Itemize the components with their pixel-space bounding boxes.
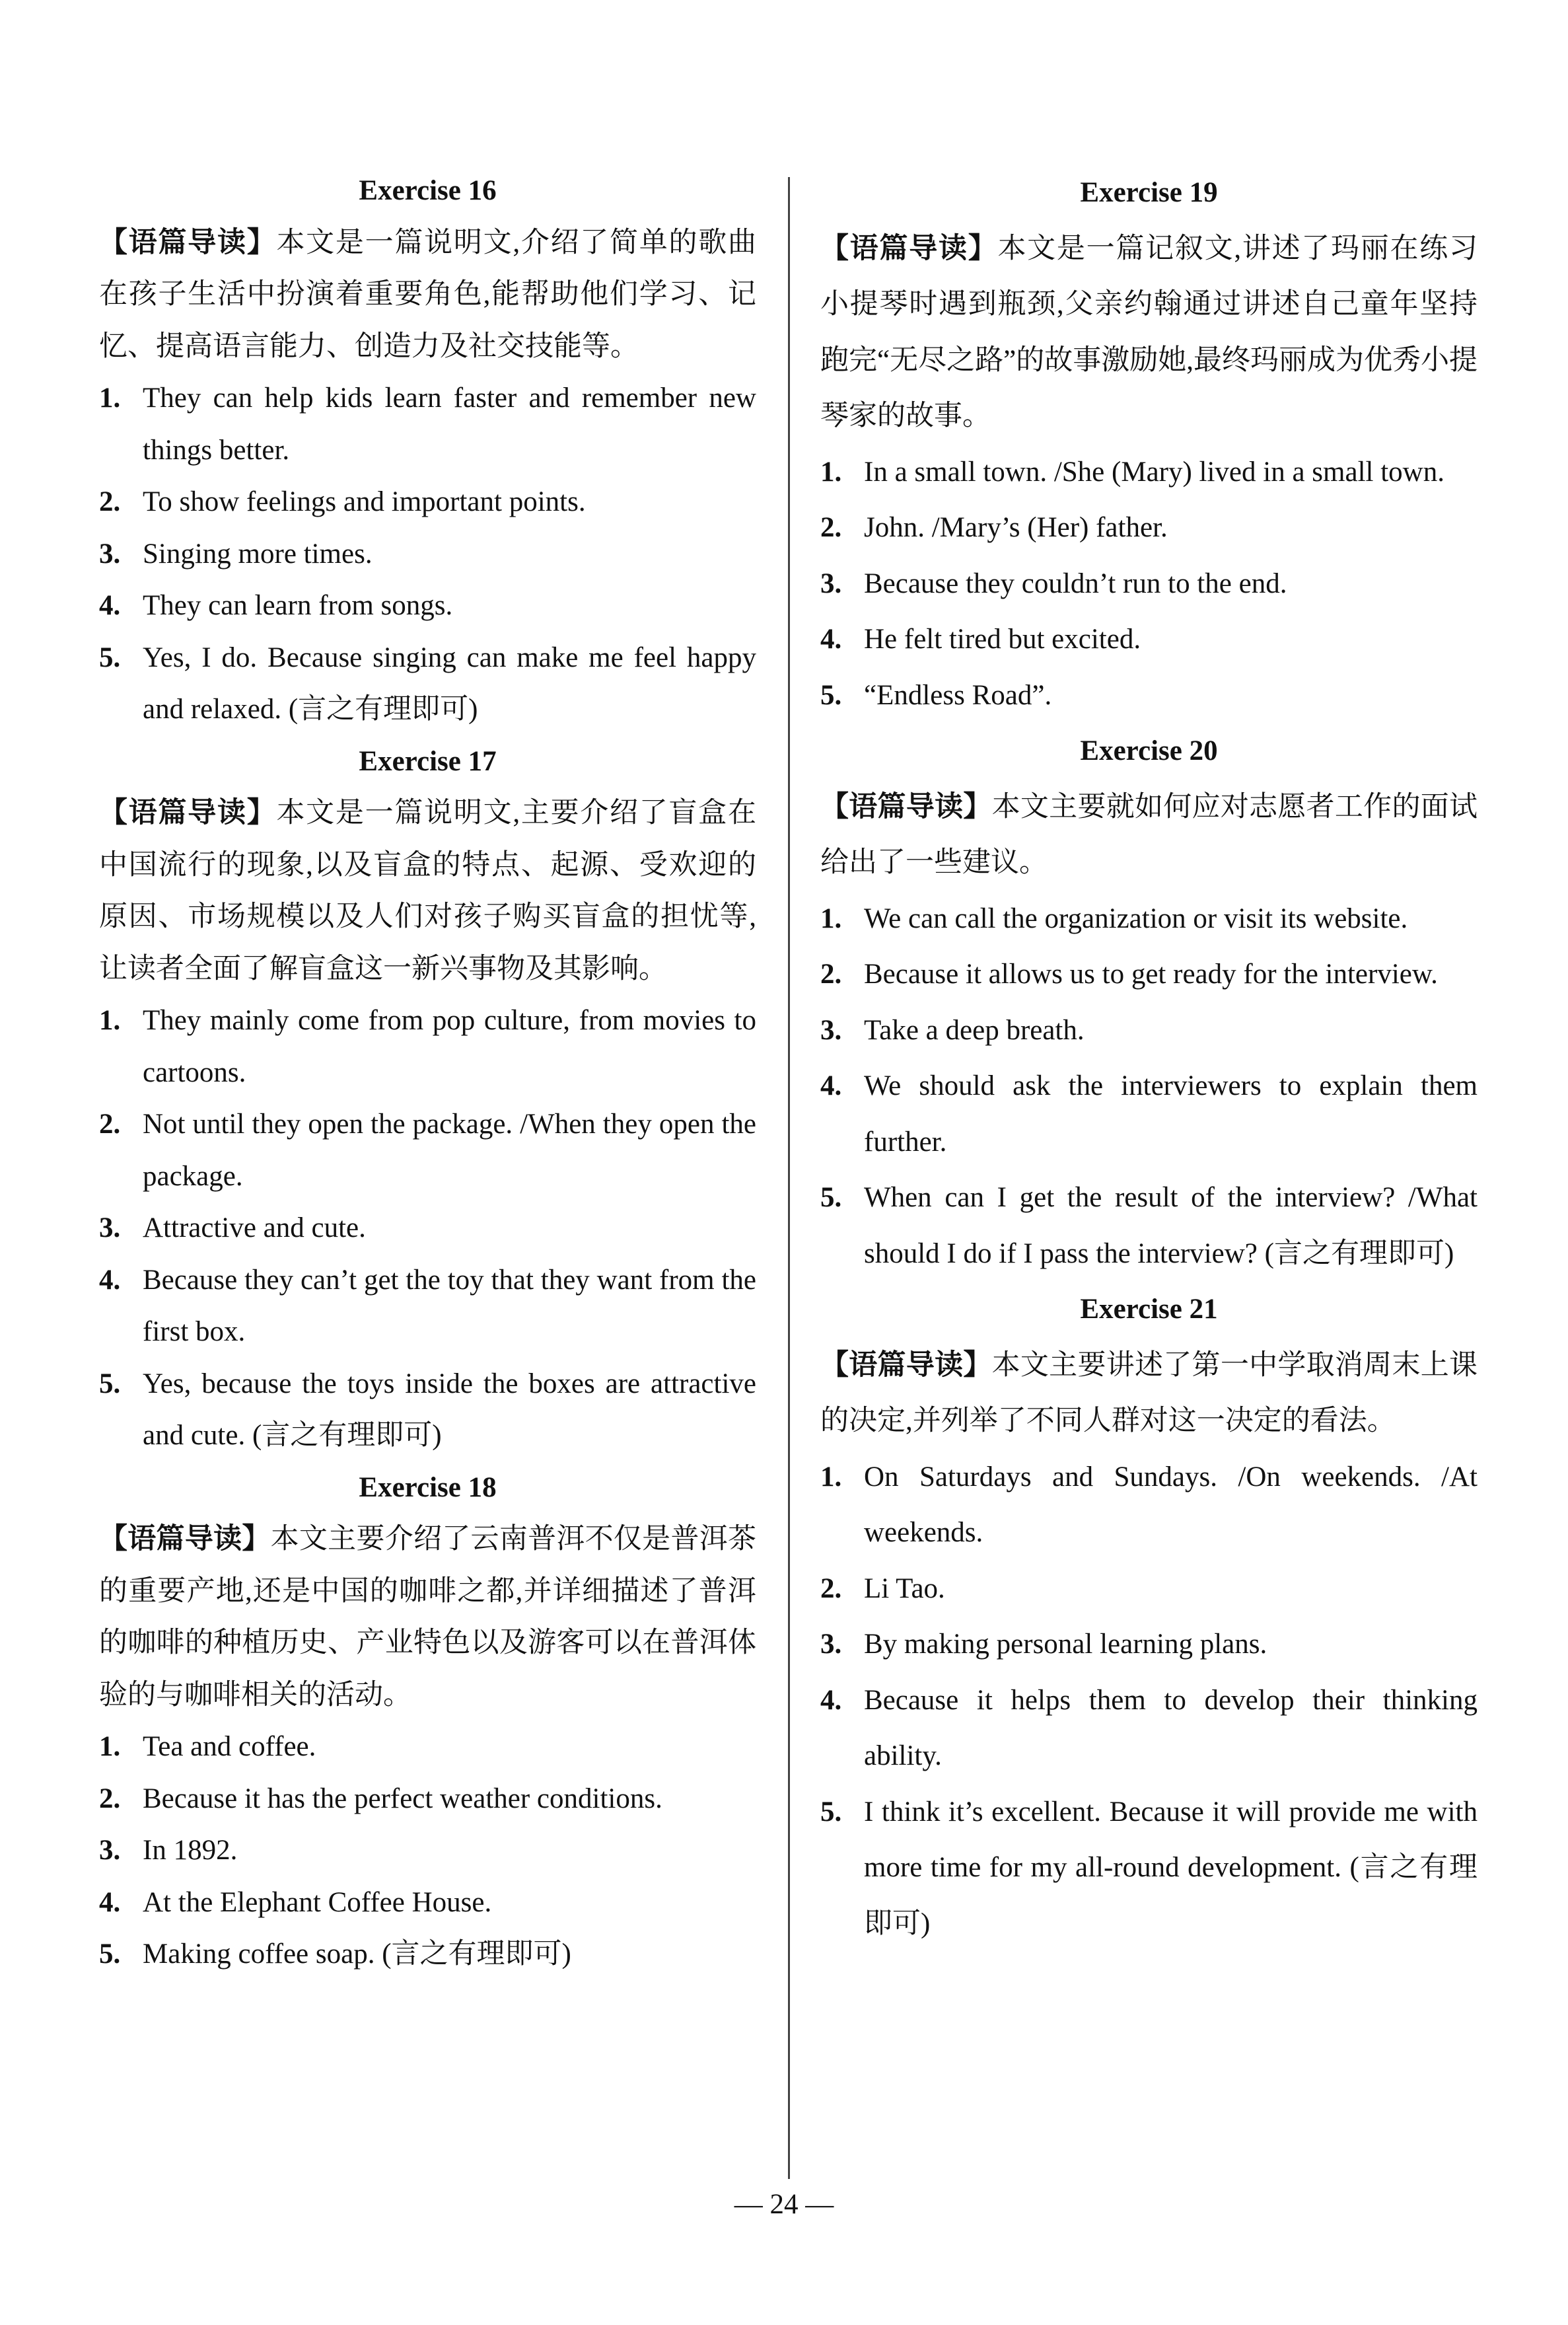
answer-text: Attractive and cute.	[143, 1212, 366, 1243]
answer-item	[820, 1003, 1478, 1059]
answer-number: 4.	[820, 624, 842, 655]
answer-text: Because it allows us to get ready for the interview.	[864, 959, 1438, 990]
answer-text: Because they can’t get the toy that they want from the first box.	[143, 1264, 756, 1347]
answer-text: Because they couldn’t run to the end.	[864, 568, 1287, 599]
answer-text: Yes, I do. Because singing can make me feel happy and relaxed. (言之有理即可)	[143, 642, 756, 725]
passage-guide-tag: 【语篇导读】	[99, 1524, 271, 1555]
exercise-title: Exercise 16	[359, 175, 497, 206]
answer-item	[99, 1773, 756, 1826]
answer-text: Take a deep breath.	[864, 1014, 1085, 1046]
passage-guide	[99, 788, 756, 995]
answer-list	[99, 995, 756, 1462]
exercise-title: Exercise 20	[1080, 735, 1218, 766]
answer-text: In 1892.	[143, 1835, 238, 1866]
passage-guide-tag: 【语篇导读】	[99, 227, 277, 258]
answer-list	[820, 1450, 1478, 1952]
answer-number: 1.	[820, 456, 842, 488]
answer-text: John. /Mary’s (Her) father.	[864, 512, 1168, 543]
answer-number: 3.	[99, 1835, 121, 1866]
exercise-section	[820, 165, 1478, 723]
answer-number: 5.	[99, 1938, 121, 1970]
exercise-title: Exercise 21	[1080, 1294, 1218, 1325]
passage-guide-tag: 【语篇导读】	[820, 233, 998, 264]
passage-guide	[99, 1514, 756, 1721]
exercise-section	[99, 1462, 756, 1981]
answer-text: Tea and coffee.	[143, 1731, 316, 1762]
answer-number: 5.	[820, 1796, 842, 1827]
answer-list	[99, 1721, 756, 1981]
answer-number: 2.	[99, 1783, 121, 1814]
answer-number: 4.	[99, 590, 121, 621]
answer-item	[820, 668, 1478, 724]
answer-text: By making personal learning plans.	[864, 1629, 1267, 1660]
answer-text: Not until they open the package. /When they open the package.	[143, 1109, 756, 1192]
left-column	[99, 165, 756, 1981]
answer-text: In a small town. /She (Mary) lived in a small town.	[864, 456, 1444, 488]
answer-item	[820, 1058, 1478, 1170]
answer-text: At the Elephant Coffee House.	[143, 1886, 492, 1918]
answer-item	[99, 476, 756, 529]
answer-item	[820, 1617, 1478, 1673]
answer-number: 2.	[99, 486, 121, 517]
answer-number: 5.	[99, 642, 121, 673]
answer-item	[820, 500, 1478, 556]
answer-item	[820, 891, 1478, 947]
answer-number: 3.	[820, 568, 842, 599]
passage-guide-text: 本文主要介绍了云南普洱不仅是普洱茶的重要产地,还是中国的咖啡之都,并详细描述了普洱的咖啡的种植历史、产业特色以及游客可以在普洱体验的与咖啡相关的活动。	[99, 1524, 757, 1711]
answer-item	[820, 612, 1478, 668]
answer-text: “Endless Road”.	[864, 679, 1052, 711]
right-column	[820, 165, 1478, 1952]
passage-guide	[99, 217, 756, 373]
exercise-title: Exercise 19	[1080, 177, 1218, 208]
answer-number: 1.	[99, 1005, 121, 1036]
exercise-title: Exercise 17	[359, 745, 497, 777]
answer-item	[99, 1825, 756, 1877]
answer-number: 2.	[820, 512, 842, 543]
answer-text: We can call the organization or visit its website.	[864, 903, 1408, 934]
answer-number: 4.	[99, 1886, 121, 1918]
passage-guide-text: 本文主要就如何应对志愿者工作的面试给出了一些建议。	[820, 791, 1478, 878]
answer-number: 3.	[820, 1014, 842, 1046]
passage-guide-tag: 【语篇导读】	[820, 791, 992, 823]
answer-number: 2.	[99, 1109, 121, 1140]
answer-number: 4.	[99, 1264, 121, 1296]
answer-list	[99, 373, 756, 736]
answer-number: 1.	[99, 1731, 121, 1762]
answer-number: 4.	[820, 1684, 842, 1716]
answer-number: 5.	[99, 1368, 121, 1399]
answer-number: 3.	[99, 538, 121, 570]
answer-list	[820, 891, 1478, 1282]
answer-item	[99, 580, 756, 632]
answer-item	[99, 1255, 756, 1358]
answer-text: I think it’s excellent. Because it will provide me with more time for my all-round development. (言之有理即可)	[864, 1796, 1478, 1939]
passage-guide-text: 本文是一篇说明文,介绍了简单的歌曲在孩子生活中扮演着重要角色,能帮助他们学习、记忆、提高语言能力、创造力及社交技能等。	[99, 227, 757, 362]
answer-text: They can help kids learn faster and remember new things better.	[143, 383, 756, 466]
passage-guide-text: 本文是一篇记叙文,讲述了玛丽在练习小提琴时遇到瓶颈,父亲约翰通过讲述自己童年坚持跑完“无尽之路”的故事激励她,最终玛丽成为优秀小提琴家的故事。	[820, 233, 1478, 431]
answer-item	[820, 1673, 1478, 1785]
passage-guide-tag: 【语篇导读】	[99, 797, 277, 829]
answer-text: They can learn from songs.	[143, 590, 453, 621]
answer-item	[99, 1202, 756, 1255]
answer-list	[820, 445, 1478, 724]
answer-number: 3.	[820, 1629, 842, 1660]
answer-text: When can I get the result of the interview? /What should I do if I pass the interview? (言之有理即可)	[864, 1182, 1478, 1269]
answer-item	[99, 373, 756, 476]
answer-number: 2.	[820, 1572, 842, 1604]
answer-item	[99, 995, 756, 1099]
answer-item	[99, 1099, 756, 1202]
answer-number: 5.	[820, 679, 842, 711]
answer-item	[820, 445, 1478, 501]
answer-number: 1.	[820, 903, 842, 934]
answer-number: 3.	[99, 1212, 121, 1243]
answer-text: Singing more times.	[143, 538, 373, 570]
answer-text: Making coffee soap. (言之有理即可)	[143, 1938, 571, 1970]
exercise-section	[99, 736, 756, 1462]
passage-guide	[820, 780, 1478, 891]
answer-text: Yes, because the toys inside the boxes are attractive and cute. (言之有理即可)	[143, 1368, 756, 1451]
answer-item	[99, 632, 756, 736]
answer-text: Because it helps them to develop their thinking ability.	[864, 1684, 1478, 1771]
answer-text: We should ask the interviewers to explain them further.	[864, 1070, 1478, 1158]
answer-text: Li Tao.	[864, 1572, 945, 1604]
answer-number: 1.	[99, 383, 121, 414]
answer-text: They mainly come from pop culture, from movies to cartoons.	[143, 1005, 756, 1088]
answer-item	[99, 1358, 756, 1462]
answer-number: 4.	[820, 1070, 842, 1101]
passage-guide-text: 本文主要讲述了第一中学取消周末上课的决定,并列举了不同人群对这一决定的看法。	[820, 1349, 1478, 1436]
answer-number: 1.	[820, 1461, 842, 1493]
exercise-section	[820, 1282, 1478, 1952]
answer-item	[820, 1170, 1478, 1282]
passage-guide	[820, 1338, 1478, 1450]
passage-guide	[820, 221, 1478, 445]
answer-item	[99, 1929, 756, 1981]
page-number: — 24 —	[734, 2189, 834, 2220]
answer-number: 2.	[820, 959, 842, 990]
answer-text: Because it has the perfect weather conditions.	[143, 1783, 662, 1814]
answer-item	[820, 947, 1478, 1003]
answer-item	[820, 1561, 1478, 1617]
answer-item	[820, 556, 1478, 612]
answer-item	[820, 1785, 1478, 1952]
column-divider	[788, 177, 790, 2179]
exercise-title: Exercise 18	[359, 1471, 497, 1503]
answer-item	[99, 1721, 756, 1773]
answer-item	[99, 1877, 756, 1929]
passage-guide-text: 本文是一篇说明文,主要介绍了盲盒在中国流行的现象,以及盲盒的特点、起源、受欢迎的原因、市场规模以及人们对孩子购买盲盒的担忧等,让读者全面了解盲盒这一新兴事物及其影响。	[99, 797, 757, 984]
exercise-section	[820, 723, 1478, 1282]
answer-item	[820, 1450, 1478, 1561]
answer-number: 5.	[820, 1182, 842, 1213]
answer-text: On Saturdays and Sundays. /On weekends. /At weekends.	[864, 1461, 1478, 1548]
exercise-section	[99, 165, 756, 736]
answer-item	[99, 529, 756, 581]
answer-text: He felt tired but excited.	[864, 624, 1141, 655]
answer-text: To show feelings and important points.	[143, 486, 586, 517]
passage-guide-tag: 【语篇导读】	[820, 1349, 992, 1381]
